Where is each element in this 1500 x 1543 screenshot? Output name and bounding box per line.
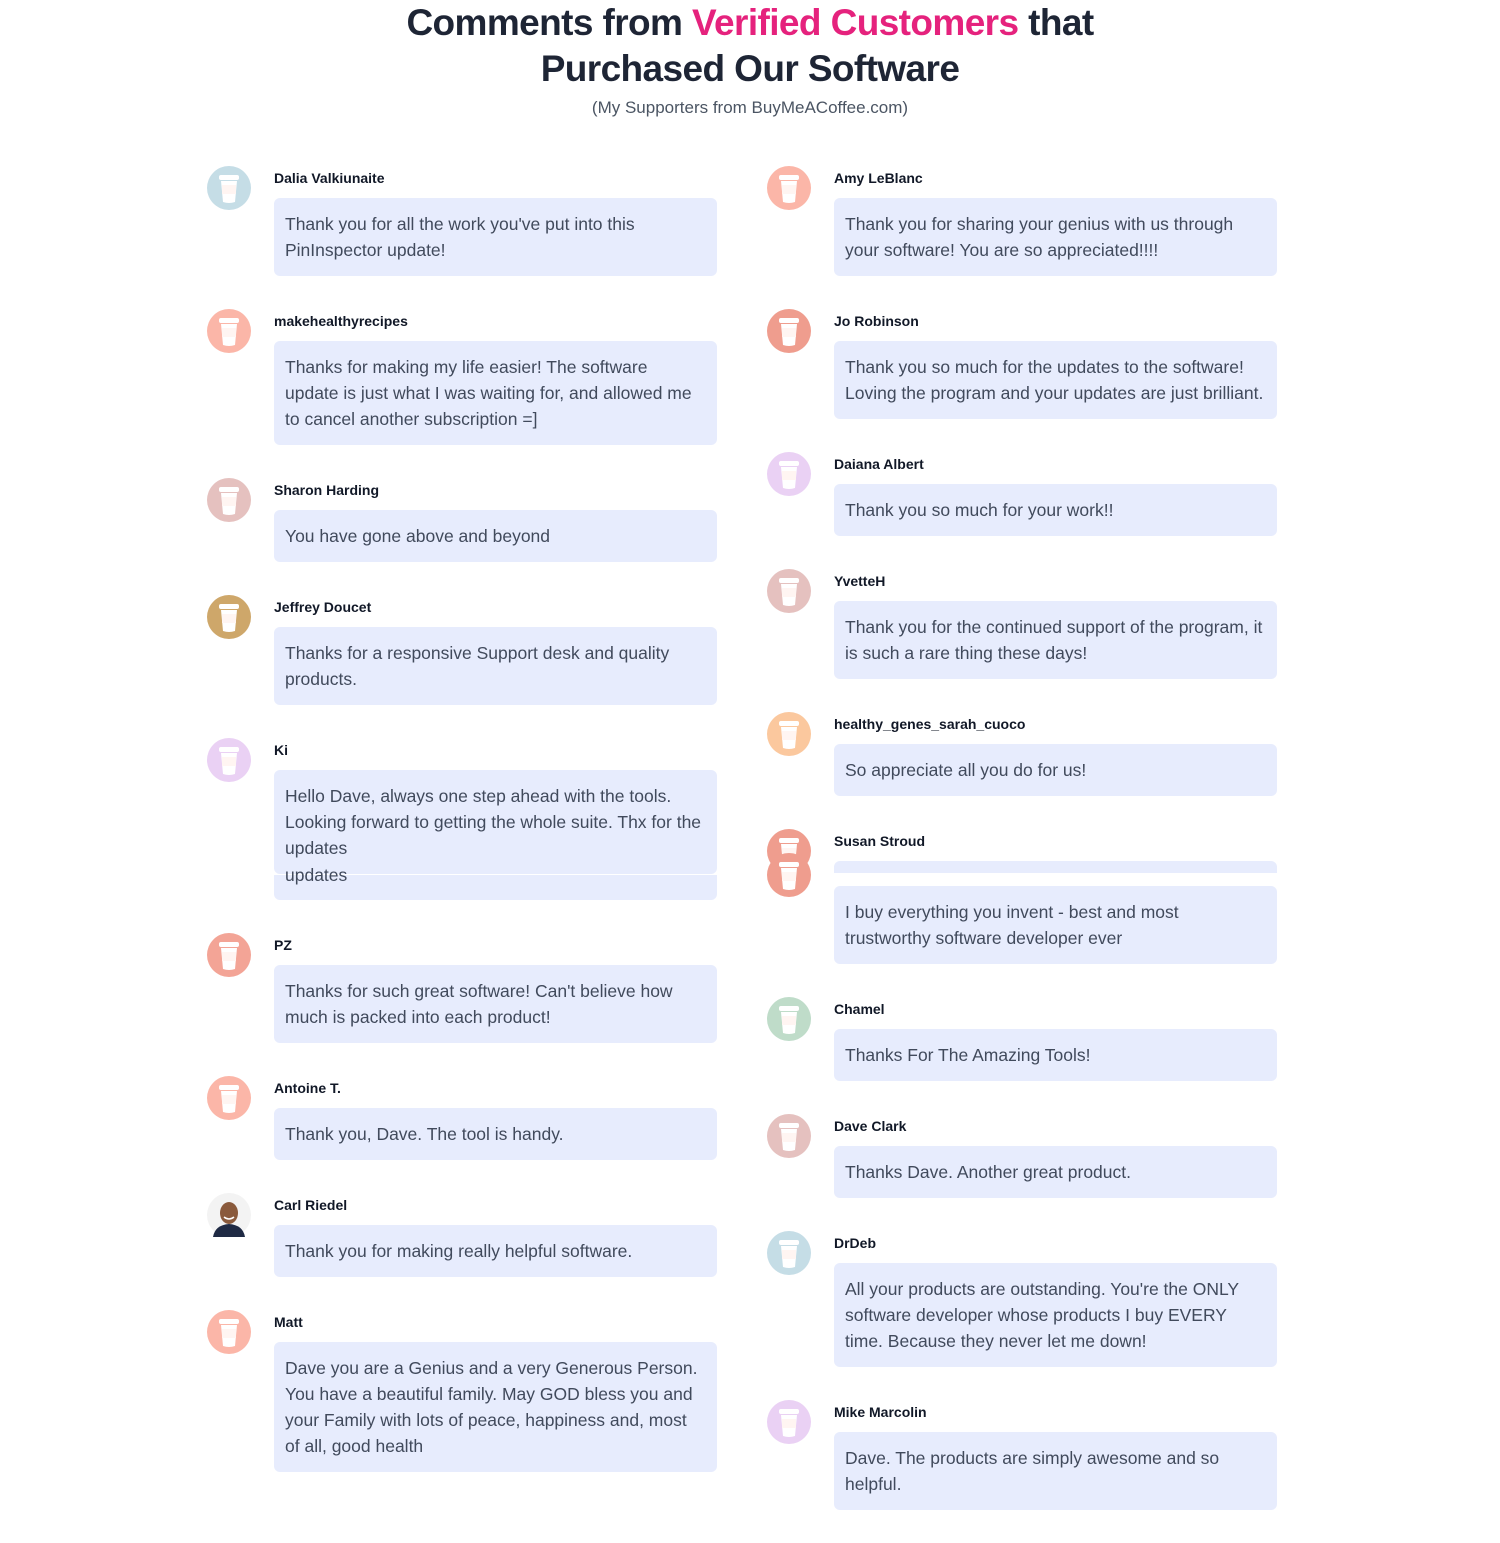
comment-bubble: Thanks for a responsive Support desk and quality products. [274,627,717,705]
comment-bubble: Thank you for sharing your genius with us through your software! You are so appreciated!!!! [834,198,1277,276]
comment-bubble: Thank you for making really helpful software. [274,1225,717,1277]
title-line-two: Purchased Our Software [540,48,960,89]
coffee-cup-avatar-icon [767,1231,811,1275]
overlap-text: updates [285,865,348,885]
commenter-name: Susan Stroud [834,833,926,849]
comment-card [207,478,717,562]
coffee-cup-avatar-icon [767,166,811,210]
comment-card [207,1076,717,1160]
commenter-name: PZ [274,937,292,953]
comment-card [207,1193,717,1277]
comment-card [207,933,717,1043]
comment-card [767,452,1277,536]
title-text-start: Comments from [406,2,693,43]
commenter-name: healthy_genes_sarah_cuoco [834,716,1026,732]
comment-bubble: Thank you so much for your work!! [834,484,1277,536]
comment-bubble: Thanks for making my life easier! The software update is just what I was waiting for, and allowed me to cancel another subscription =] [274,341,717,445]
coffee-cup-avatar-icon [767,873,811,897]
commenter-name: Dave Clark [834,1118,907,1134]
comment-bubble: Thank you, Dave. The tool is handy. [274,1108,717,1160]
commenter-name: Chamel [834,1001,885,1017]
comment-bubble: Thanks For The Amazing Tools! [834,1029,1277,1081]
comment-card [207,166,717,276]
coffee-cup-avatar-icon [207,738,251,782]
commenter-name: Matt [274,1314,303,1330]
comment-card [767,997,1277,1081]
comment-card [767,1231,1277,1367]
comment-card [207,1310,717,1472]
comment-card [767,569,1277,679]
comment-card [767,1114,1277,1198]
comment-bubble: I buy everything you invent - best and most trustworthy software developer ever [834,886,1277,964]
comment-bubble-overlap [834,861,1277,873]
commenter-name: Daiana Albert [834,456,924,472]
coffee-cup-avatar-icon [767,569,811,613]
page-header [0,0,1500,119]
title-accent-text: Verified Customers [692,2,1019,43]
commenter-name: DrDeb [834,1235,877,1251]
comment-card [767,166,1277,276]
user-photo-icon [207,1193,251,1237]
page-subtitle: (My Supporters from BuyMeACoffee.com) [591,98,909,117]
coffee-cup-avatar-icon [767,712,811,756]
comment-card [767,712,1277,796]
commenter-name: Carl Riedel [274,1197,348,1213]
comment-bubble: You have gone above and beyond [274,510,717,562]
comments-column-right [767,166,1277,1543]
comment-bubble: All your products are outstanding. You're the ONLY software developer whose products I buy EVERY time. Because they never let me down! [834,1263,1277,1367]
coffee-cup-avatar-icon [207,595,251,639]
commenter-name: YvetteH [834,573,886,589]
coffee-cup-avatar-icon [767,1114,811,1158]
comment-bubble: Thank you so much for the updates to the software! Loving the program and your updates are just brilliant. [834,341,1277,419]
comment-bubble-overlap [274,865,717,900]
commenter-name: Dalia Valkiunaite [274,170,385,186]
coffee-cup-avatar-icon [767,1400,811,1444]
comment-card [207,595,717,705]
comment-card [767,829,1277,964]
comment-card [767,1400,1277,1510]
comment-bubble: Thanks for such great software! Can't believe how much is packed into each product! [274,965,717,1043]
comment-bubble: Hello Dave, always one step ahead with the tools. Looking forward to getting the whole suite. Thx for the updates [274,770,717,874]
comment-card [207,309,717,445]
comment-bubble: Thank you for all the work you've put into this PinInspector update! [274,198,717,276]
commenter-name: Jeffrey Doucet [274,599,372,615]
comments-column-left [207,166,717,1505]
commenter-name: Antoine T. [274,1080,341,1096]
coffee-cup-avatar-icon [767,309,811,353]
coffee-cup-avatar-icon [207,166,251,210]
coffee-cup-avatar-icon [767,452,811,496]
commenter-name: Amy LeBlanc [834,170,923,186]
coffee-cup-avatar-icon [207,1076,251,1120]
page-title [0,0,1500,92]
commenter-name: makehealthyrecipes [274,313,408,329]
coffee-cup-avatar-icon [207,1310,251,1354]
coffee-cup-avatar-icon [207,478,251,522]
comment-card [767,309,1277,419]
comment-bubble: Thank you for the continued support of the program, it is such a rare thing these days! [834,601,1277,679]
commenter-name: Sharon Harding [274,482,380,498]
commenter-name: Mike Marcolin [834,1404,927,1420]
comment-card [207,738,717,900]
commenter-name: Jo Robinson [834,313,919,329]
comment-bubble: Thanks Dave. Another great product. [834,1146,1277,1198]
title-text-end: that [1018,2,1094,43]
coffee-cup-avatar-icon [207,933,251,977]
comment-bubble: Dave. The products are simply awesome and so helpful. [834,1432,1277,1510]
comment-bubble: Dave you are a Genius and a very Generous Person. You have a beautiful family. May GOD bless you and your Family with lots of peace, happiness and, most of all, good health [274,1342,717,1472]
coffee-cup-avatar-icon [207,309,251,353]
commenter-name: Ki [274,742,288,758]
comment-bubble: So appreciate all you do for us! [834,744,1277,796]
coffee-cup-avatar-icon [767,997,811,1041]
